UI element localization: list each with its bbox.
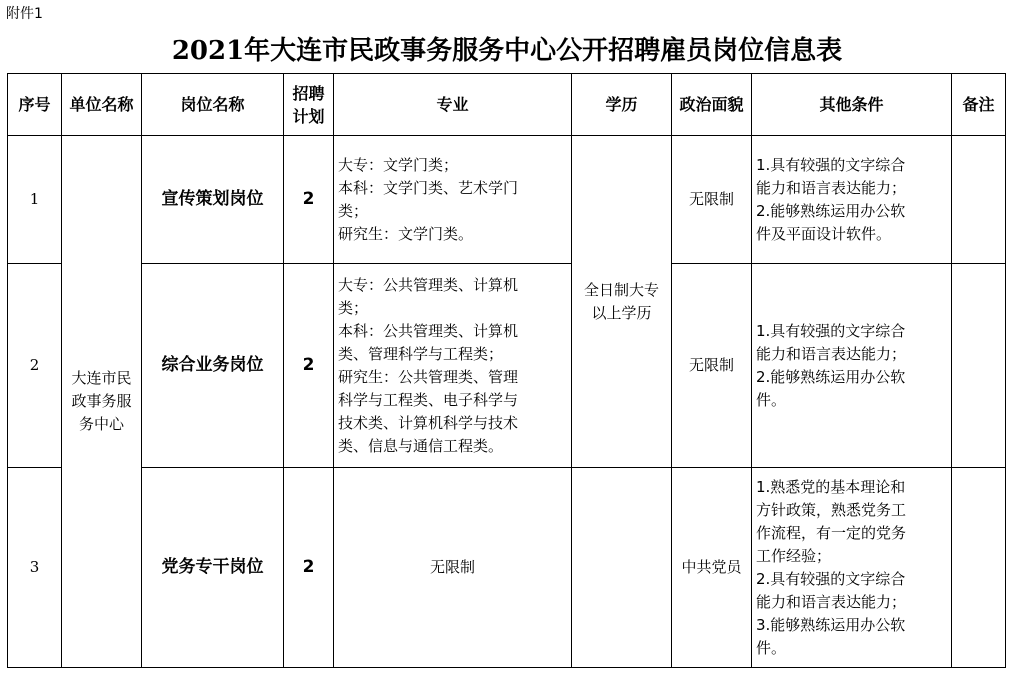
major-cell — [334, 264, 572, 468]
political-cell: 中共党员 — [672, 468, 752, 668]
header-seq: 序号 — [8, 74, 62, 136]
plan-count: 2 — [284, 264, 334, 468]
major-line: 本科：公共管理类、计算机 — [338, 321, 519, 340]
other-line: 2.能够熟练运用办公软 — [756, 367, 906, 386]
major-cell: 无限制 — [334, 468, 572, 668]
other-line: 件。 — [756, 638, 787, 657]
unit-line: 大连市民 — [71, 369, 132, 387]
position-name: 党务专干岗位 — [142, 468, 284, 668]
other-line: 1.具有较强的文字综合 — [756, 321, 906, 340]
education-cell-empty — [572, 468, 672, 668]
other-line: 3.能够熟练运用办公软 — [756, 615, 906, 634]
remark-cell — [952, 264, 1006, 468]
other-conditions-cell — [752, 468, 952, 668]
other-conditions-cell — [752, 136, 952, 264]
header-other: 其他条件 — [752, 74, 952, 136]
education-line: 全日制大专 — [583, 280, 659, 299]
plan-count: 2 — [284, 136, 334, 264]
major-cell — [334, 136, 572, 264]
other-line: 能力和语言表达能力； — [756, 178, 907, 197]
education-cell — [572, 136, 672, 468]
plan-count: 2 — [284, 468, 334, 668]
unit-line: 务中心 — [78, 415, 124, 433]
other-line: 件及平面设计软件。 — [756, 224, 892, 243]
major-line: 类； — [338, 201, 369, 220]
header-position: 岗位名称 — [142, 74, 284, 136]
row-seq: 1 — [8, 136, 62, 264]
header-row — [8, 74, 1006, 136]
other-line: 能力和语言表达能力； — [756, 344, 907, 363]
table-row — [8, 468, 1006, 668]
other-line: 件。 — [756, 390, 787, 409]
header-education: 学历 — [572, 74, 672, 136]
header-unit: 单位名称 — [62, 74, 142, 136]
education-line: 以上学历 — [591, 303, 652, 322]
major-line: 大专：公共管理类、计算机 — [338, 275, 519, 294]
remark-cell — [952, 468, 1006, 668]
other-line: 2.具有较强的文字综合 — [756, 569, 906, 588]
recruitment-table — [7, 73, 1006, 668]
major-line: 本科：文学门类、艺术学门 — [338, 178, 519, 197]
header-political: 政治面貌 — [672, 74, 752, 136]
other-line: 工作经验； — [756, 546, 832, 565]
major-line: 类； — [338, 298, 369, 317]
position-name: 宣传策划岗位 — [142, 136, 284, 264]
row-seq: 2 — [8, 264, 62, 468]
header-plan-line2: 计划 — [292, 106, 325, 126]
position-name: 综合业务岗位 — [142, 264, 284, 468]
header-plan — [284, 74, 334, 136]
row-seq: 3 — [8, 468, 62, 668]
page-title: 2021年大连市民政事务服务中心公开招聘雇员岗位信息表 — [171, 36, 843, 66]
remark-cell — [952, 136, 1006, 264]
major-line: 大专：文学门类； — [338, 155, 459, 174]
unit-line: 政事务服 — [71, 392, 132, 410]
political-cell: 无限制 — [672, 264, 752, 468]
major-line: 研究生：公共管理类、管理 — [338, 367, 519, 386]
other-line: 1.熟悉党的基本理论和 — [756, 477, 906, 496]
other-line: 2.能够熟练运用办公软 — [756, 201, 906, 220]
other-line: 方针政策，熟悉党务工 — [756, 500, 907, 519]
other-line: 能力和语言表达能力； — [756, 592, 907, 611]
table-row — [8, 264, 1006, 468]
header-remark: 备注 — [952, 74, 1006, 136]
header-plan-line1: 招聘 — [292, 83, 325, 103]
major-line: 科学与工程类、电子科学与 — [338, 390, 519, 409]
other-line: 作流程，有一定的党务 — [756, 523, 907, 542]
major-line: 类、管理科学与工程类； — [338, 344, 504, 363]
major-line: 研究生：文学门类。 — [338, 224, 474, 243]
other-line: 1.具有较强的文字综合 — [756, 155, 906, 174]
other-conditions-cell — [752, 264, 952, 468]
major-line: 类、信息与通信工程类。 — [338, 436, 504, 455]
annex-label: 附件1 — [6, 6, 43, 22]
header-major: 专业 — [334, 74, 572, 136]
unit-name-cell — [62, 136, 142, 668]
major-line: 技术类、计算机科学与技术 — [338, 413, 519, 432]
table-row — [8, 136, 1006, 264]
political-cell: 无限制 — [672, 136, 752, 264]
